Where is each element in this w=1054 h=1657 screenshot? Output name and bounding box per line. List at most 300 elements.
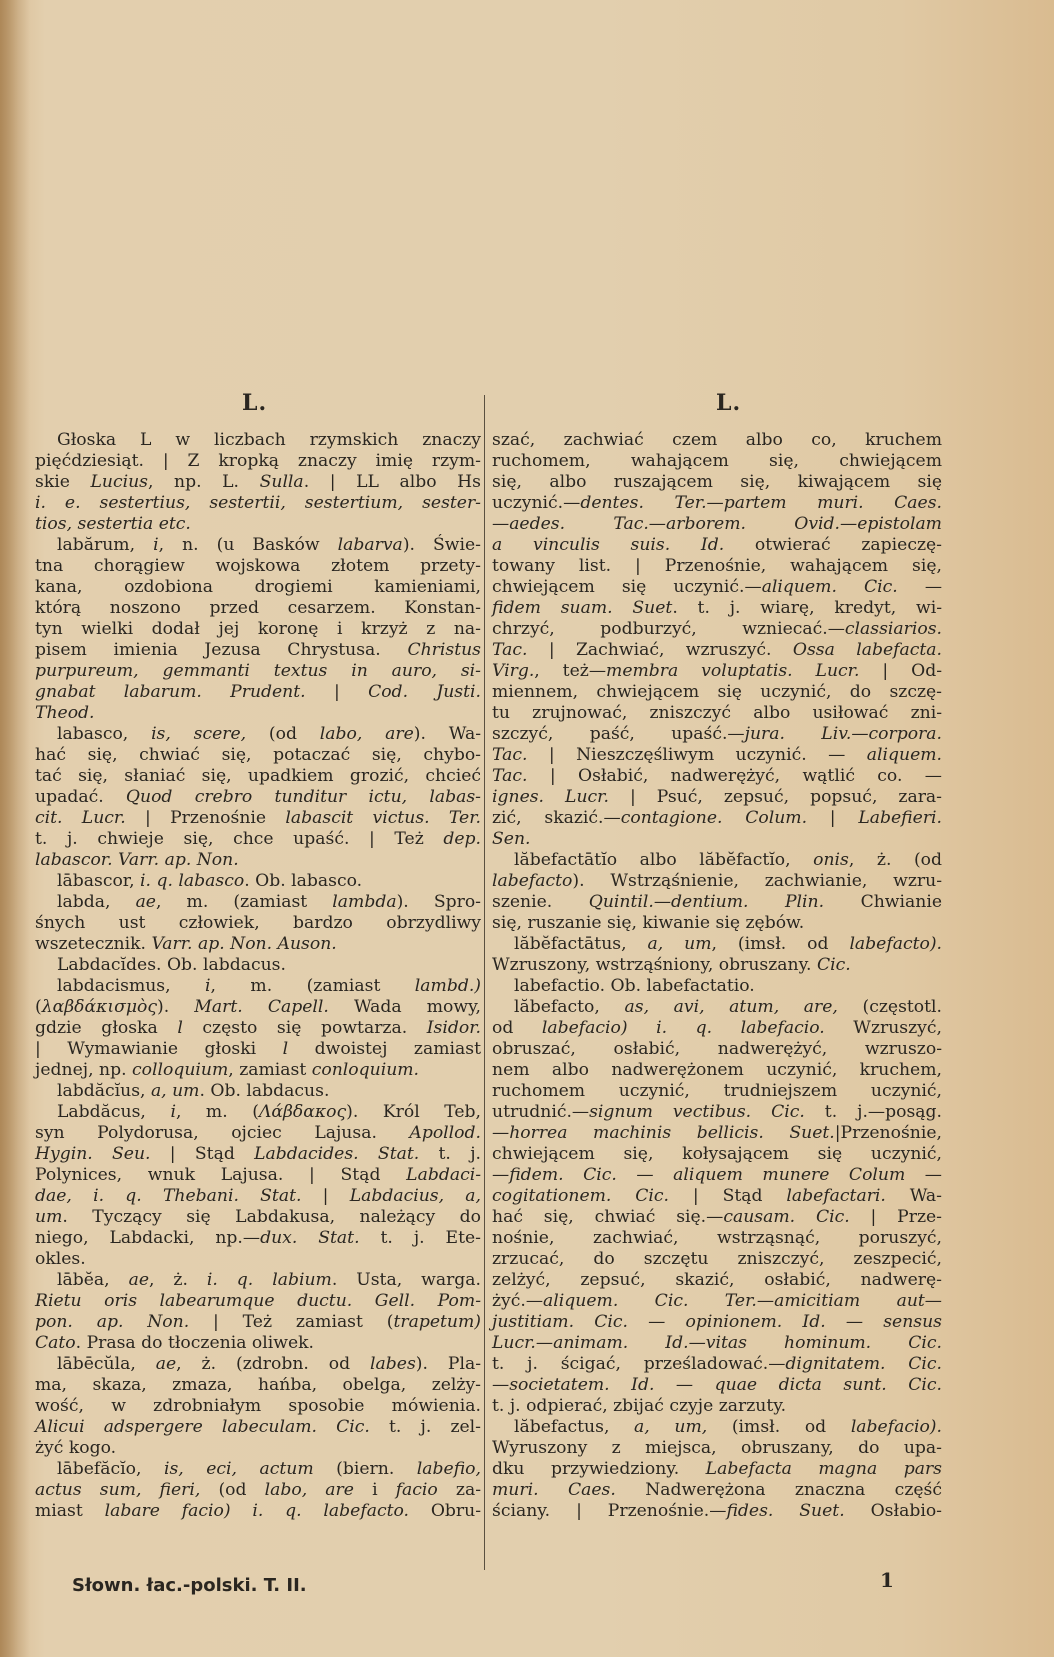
text-line: [35, 430, 481, 451]
text-line: [492, 1312, 942, 1333]
italic-run: i: [170, 1102, 176, 1122]
text-line: [492, 1480, 942, 1501]
text-run: , np. L.: [147, 472, 260, 492]
text-line: [492, 892, 942, 913]
text-run: (od: [246, 724, 320, 744]
text-run: labărum,: [57, 535, 154, 555]
text-line: [35, 913, 481, 934]
text-run: , m. (: [175, 1102, 259, 1122]
italic-run: Isidor.: [426, 1018, 482, 1038]
text-line: [35, 1018, 481, 1039]
text-run: tna chorągiew wojskowa złotem przety-: [35, 556, 481, 576]
text-run: | Od-: [859, 661, 943, 681]
text-line: [35, 1438, 481, 1459]
text-line: [492, 1249, 942, 1270]
text-line: [35, 1039, 481, 1060]
text-line: [35, 997, 481, 1018]
italic-run: dae, i. q. Thebani. Stat.: [35, 1186, 302, 1206]
text-line: [492, 1228, 942, 1249]
text-run: od: [492, 1018, 542, 1038]
italic-run: —societatem. Id. — quae dicta sunt. Cic.: [492, 1375, 942, 1395]
text-run: Obru-: [409, 1501, 482, 1521]
text-run: , ż. (od: [848, 850, 942, 870]
text-run: lābĕa,: [57, 1270, 129, 1290]
text-line: [492, 850, 942, 871]
text-run: często się powtarza.: [182, 1018, 427, 1038]
text-run: miennem, chwiejącem się uczynić, do szczę-: [492, 682, 942, 702]
text-run: (częstotl.: [837, 997, 943, 1017]
text-run: szać, zachwiać czem albo co, kruchem: [492, 430, 942, 450]
text-run: —: [897, 577, 943, 597]
text-run: | Stąd: [150, 1144, 255, 1164]
text-run: skie: [35, 472, 91, 492]
text-run: | Psuć, zepsuć, popsuć, zara-: [608, 787, 942, 807]
italic-run: gnabat labarum. Prudent.: [35, 682, 306, 702]
italic-run: justitiam. Cic. — opinionem. Id. — sensus: [492, 1312, 942, 1332]
text-line: [35, 703, 481, 724]
text-line: [35, 1459, 481, 1480]
italic-run: labefacio) i. q. labefacio.: [541, 1018, 825, 1038]
text-run: tu zrujnować, zniszczyć albo usiłować zni-: [492, 703, 942, 723]
italic-run: i: [153, 535, 159, 555]
italic-run: muri. Caes.: [492, 1480, 616, 1500]
italic-run: aliquem. Cic. Ter.—amicitiam aut—: [543, 1291, 942, 1311]
text-line: [492, 1438, 942, 1459]
text-run: | Też zamiast (: [189, 1312, 394, 1332]
text-line: [492, 514, 942, 535]
text-run: t. j. ścigać, prześladować.—: [492, 1354, 786, 1374]
text-line: [492, 1375, 942, 1396]
text-line: [35, 1207, 481, 1228]
italic-run: labefactari.: [786, 1186, 886, 1206]
italic-run: dep.: [443, 829, 481, 849]
italic-run: —aedes. Tac.—arborem. Ovid.—epistolam: [492, 514, 942, 534]
text-run: |: [301, 1186, 350, 1206]
italic-run: facio: [395, 1480, 438, 1500]
text-run: |: [807, 808, 859, 828]
text-run: pięćdziesiąt. | Z kropką znaczy imię rzym-: [35, 451, 481, 471]
text-run: lābefăcĭo,: [57, 1459, 164, 1479]
italic-run: ae: [135, 892, 156, 912]
italic-run: Mart. Capell.: [194, 997, 329, 1017]
text-run: | Zachwiać, wzruszyć.: [527, 640, 793, 660]
text-run: zelżyć, zepsuć, skazić, osłabić, nadwerę-: [492, 1270, 942, 1290]
italic-run: Sulla: [259, 472, 304, 492]
italic-run: Varr. ap. Non. Auson.: [151, 934, 337, 954]
text-line: [492, 955, 942, 976]
text-line: [35, 766, 481, 787]
italic-run: cogitationem. Cic.: [492, 1186, 670, 1206]
text-line: [492, 913, 942, 934]
text-line: [35, 514, 481, 535]
italic-run: aliquem. Cic.: [761, 577, 898, 597]
text-run: ). Król Teb,: [346, 1102, 482, 1122]
italic-run: Sen.: [492, 829, 531, 849]
italic-run: l: [282, 1039, 289, 1059]
italic-run: a, um: [647, 934, 712, 954]
text-run: labdăcĭus,: [57, 1081, 151, 1101]
text-run: Chwianie: [824, 892, 942, 912]
italic-run: um: [35, 1207, 63, 1227]
italic-run: is, scere,: [151, 724, 247, 744]
italic-run: Lucr.—animam. Id.—vitas hominum. Cic.: [492, 1333, 942, 1353]
text-run: , ż.: [149, 1270, 207, 1290]
text-run: dku przywiedziony.: [492, 1459, 706, 1479]
text-line: [35, 1123, 481, 1144]
text-run: i: [353, 1480, 396, 1500]
column-divider: [484, 395, 485, 1570]
italic-run: classiarios.: [844, 619, 942, 639]
text-run: się, ruszanie się, kiwanie się zębów.: [492, 913, 805, 933]
text-run: ściany. | Przenośnie.—: [492, 1501, 727, 1521]
italic-run: signum vectibus. Cic.: [589, 1102, 805, 1122]
text-line: [492, 1039, 942, 1060]
text-line: [492, 871, 942, 892]
text-run: | Nieszczęśliwym uczynić. —: [527, 745, 867, 765]
text-line: [35, 640, 481, 661]
text-line: [35, 1333, 481, 1354]
text-line: [35, 619, 481, 640]
italic-run: fides. Suet.: [726, 1501, 845, 1521]
text-run: lăbefacto,: [514, 997, 625, 1017]
text-run: , (imsł. od: [711, 934, 850, 954]
text-run: Labdăcus,: [57, 1102, 171, 1122]
italic-run: —fidem. Cic. — aliquem munere Colum —: [492, 1165, 942, 1185]
text-line: [492, 1081, 942, 1102]
italic-run: a, um,: [634, 1417, 708, 1437]
text-run: Wzruszony, wstrząśniony, obruszany.: [492, 955, 817, 975]
text-line: [492, 493, 942, 514]
text-line: [35, 934, 481, 955]
text-run: ruchomem, wahającem się, chwiejącem: [492, 451, 942, 471]
italic-run: Labdacius, a,: [349, 1186, 482, 1206]
text-run: hać się, chwiać się.—: [492, 1207, 724, 1227]
text-run: gdzie głoska: [35, 1018, 178, 1038]
text-run: miast: [35, 1501, 105, 1521]
italic-run: Labefacta magna pars: [705, 1459, 942, 1479]
text-line: [35, 1480, 481, 1501]
text-line: [492, 556, 942, 577]
page-edge-shadow: [0, 0, 30, 1657]
italic-run: l: [177, 1018, 183, 1038]
text-run: pisem imienia Jezusa Chrystusa.: [35, 640, 408, 660]
text-line: [35, 1417, 481, 1438]
text-line: [35, 661, 481, 682]
italic-run: Tac.: [492, 766, 528, 786]
italic-run: dignitatem. Cic.: [785, 1354, 942, 1374]
italic-run: i: [205, 976, 211, 996]
text-line: [35, 1270, 481, 1291]
text-run: szczyć, paść, upaść.—: [492, 724, 745, 744]
italic-run: onis: [813, 850, 849, 870]
text-run: . Ob. labasco.: [244, 871, 363, 891]
text-run: (biern.: [313, 1459, 417, 1479]
text-line: [492, 724, 942, 745]
italic-run: membra voluptatis. Lucr.: [606, 661, 860, 681]
text-line: [492, 1102, 942, 1123]
text-run: labda,: [57, 892, 136, 912]
text-run: Labdacĭdes. Ob. labdacus.: [57, 955, 286, 975]
text-run: t. j.: [419, 1144, 481, 1164]
text-line: [492, 1459, 942, 1480]
italic-run: labefacio).: [850, 1417, 942, 1437]
text-run: Wada mowy,: [328, 997, 481, 1017]
text-line: [492, 661, 942, 682]
text-line: [492, 745, 942, 766]
text-line: [492, 703, 942, 724]
text-line: [35, 808, 481, 829]
text-run: wość, w zdrobniałym sposobie mówienia.: [35, 1396, 481, 1416]
italic-run: Labefieri.: [858, 808, 942, 828]
text-line: [35, 451, 481, 472]
text-line: [35, 1249, 481, 1270]
text-line: [492, 1018, 942, 1039]
italic-run: fidem suam. Suet: [492, 598, 673, 618]
text-line: [492, 1396, 942, 1417]
text-line: [35, 1291, 481, 1312]
text-run: lābēcŭla,: [57, 1354, 156, 1374]
text-line: [35, 535, 481, 556]
text-line: [492, 1060, 942, 1081]
italic-run: labefacto: [492, 871, 573, 891]
text-run: , też—: [534, 661, 607, 681]
text-run: chrzyć, podburzyć, wzniecać.—: [492, 619, 845, 639]
text-run: . Tyczący się Labdakusa, należący do: [62, 1207, 481, 1227]
text-line: [492, 1207, 942, 1228]
text-run: | Osłabić, nadwerężyć, wątlić co. —: [527, 766, 942, 786]
italic-run: Cod. Justi.: [368, 682, 481, 702]
text-run: syn Polydorusa, ojciec Lajusa.: [35, 1123, 410, 1143]
text-run: ).: [157, 997, 195, 1017]
text-run: Polynices, wnuk Lajusa. | Stąd: [35, 1165, 407, 1185]
italic-run: i. q. labium: [206, 1270, 332, 1290]
italic-run: Tac.: [492, 745, 528, 765]
italic-run: causam. Cic.: [723, 1207, 850, 1227]
text-line: [35, 1186, 481, 1207]
italic-run: Lucius: [90, 472, 148, 492]
italic-run: i. e. sestertius, sestertii, sestertium, sester-: [35, 493, 481, 513]
italic-run: Labdaci-: [406, 1165, 481, 1185]
italic-run: Hygin. Seu.: [35, 1144, 151, 1164]
text-line: [492, 535, 942, 556]
italic-run: dux. Stat.: [260, 1228, 360, 1248]
text-line: [492, 1333, 942, 1354]
text-run: | Stąd: [669, 1186, 787, 1206]
text-line: [35, 1060, 481, 1081]
text-run: labefactio. Ob. labefactatio.: [514, 976, 755, 996]
text-line: [35, 1228, 481, 1249]
italic-run: labascit victus. Ter.: [285, 808, 481, 828]
text-run: tyn wielki dodał jej koronę i krzyż z na-: [35, 619, 481, 639]
text-run: , m. (zamiast: [155, 892, 333, 912]
italic-run: aliquem.: [866, 745, 942, 765]
text-line: [35, 1375, 481, 1396]
volume-signature: Słown. łac.-polski. T. II.: [72, 1575, 307, 1596]
italic-run: ae: [155, 1354, 177, 1374]
italic-run: a, um: [150, 1081, 200, 1101]
text-run: , ż. (zdrobn. od: [176, 1354, 371, 1374]
text-run: się, albo ruszającem się, kiwającem się: [492, 472, 942, 492]
text-run: t. j.—posąg.: [804, 1102, 942, 1122]
text-line: [35, 1081, 481, 1102]
text-run: tać się, słaniać się, upadkiem grozić, chcieć: [35, 766, 481, 786]
text-line: [492, 640, 942, 661]
text-line: [35, 1102, 481, 1123]
text-line: [492, 1165, 942, 1186]
italic-run: labes: [370, 1354, 416, 1374]
text-line: [492, 976, 942, 997]
italic-run: Apollod.: [409, 1123, 481, 1143]
italic-run: contagione. Colum.: [620, 808, 808, 828]
italic-run: a vinculis suis. Id.: [492, 535, 725, 555]
text-run: t. j. odpierać, zbijać czyje zarzuty.: [492, 1396, 787, 1416]
italic-run: lambda: [332, 892, 397, 912]
text-run: t. j. Ete-: [359, 1228, 481, 1248]
text-line: [492, 619, 942, 640]
text-line: [492, 997, 942, 1018]
text-run: towany list. | Przenośnie, wahającem się,: [492, 556, 942, 576]
text-run: |Przenośnie,: [834, 1123, 942, 1143]
right-column-lines: [492, 430, 942, 1522]
italic-run: Λάβδακος: [258, 1102, 347, 1122]
italic-run: labefio,: [416, 1459, 481, 1479]
text-line: [35, 892, 481, 913]
text-line: [35, 577, 481, 598]
text-run: chwiejącem się, kołysającem się uczynić,: [492, 1144, 942, 1164]
text-run: dwoistej zamiast: [288, 1039, 481, 1059]
text-line: [35, 829, 481, 850]
text-run: . Ob. labdacus.: [199, 1081, 330, 1101]
italic-run: i. q. labasco: [140, 871, 245, 891]
text-run: lăbefactus,: [514, 1417, 635, 1437]
text-line: [492, 1417, 942, 1438]
text-run: ). Wa-: [413, 724, 481, 744]
text-run: Wa-: [885, 1186, 942, 1206]
italic-run: Ossa labefacta.: [792, 640, 942, 660]
text-line: [35, 1312, 481, 1333]
italic-run: colloquium: [132, 1060, 229, 1080]
text-line: [492, 1123, 942, 1144]
text-line: [492, 598, 942, 619]
italic-run: Labdacides. Stat.: [254, 1144, 420, 1164]
text-run: zić, skazić.—: [492, 808, 621, 828]
text-line: [35, 1354, 481, 1375]
italic-run: purpureum, gemmanti textus in auro, si-: [35, 661, 481, 681]
text-line: [492, 430, 942, 451]
text-run: . Prasa do tłoczenia oliwek.: [75, 1333, 315, 1353]
text-run: żyć.—: [492, 1291, 544, 1311]
text-run: . t. j. wiarę, kredyt, wi-: [672, 598, 943, 618]
text-run: obruszać, osłabić, nadwerężyć, wzruszo-: [492, 1039, 942, 1059]
text-line: [35, 598, 481, 619]
text-run: |: [305, 682, 369, 702]
text-line: [492, 451, 942, 472]
text-run: nośnie, zachwiać, wstrząsnąć, poruszyć,: [492, 1228, 942, 1248]
text-run: lābascor,: [57, 871, 141, 891]
text-line: [35, 787, 481, 808]
italic-run: is, eci, actum: [163, 1459, 314, 1479]
text-line: [492, 787, 942, 808]
text-run: za-: [437, 1480, 482, 1500]
text-line: [492, 1354, 942, 1375]
text-run: żyć kogo.: [35, 1438, 117, 1458]
text-run: lăbĕfactātus,: [514, 934, 648, 954]
text-line: [35, 976, 481, 997]
italic-run: λαβδάκισμὸς: [41, 997, 157, 1017]
left-column-header-letter: L.: [242, 390, 268, 416]
text-run: zrzucać, do szczętu zniszczyć, zeszpecić,: [492, 1249, 942, 1269]
italic-run: labo, are: [319, 724, 414, 744]
text-line: [35, 724, 481, 745]
text-line: [35, 871, 481, 892]
text-run: otwierać zapieczę-: [724, 535, 942, 555]
text-run: którą noszono przed cesarzem. Konstan-: [35, 598, 481, 618]
text-run: śnych ust człowiek, bardzo obrzydliwy: [35, 913, 481, 933]
text-run: . Usta, warga.: [331, 1270, 481, 1290]
italic-run: Theod.: [35, 703, 95, 723]
italic-run: conloquium.: [311, 1060, 420, 1080]
text-line: [35, 682, 481, 703]
text-line: [492, 1501, 942, 1522]
text-line: [35, 1144, 481, 1165]
page-number: 1: [880, 1568, 894, 1592]
italic-run: pon. ap. Non.: [35, 1312, 190, 1332]
text-run: ma, skaza, zmaza, hańba, obelga, zelży-: [35, 1375, 481, 1395]
text-run: kana, ozdobiona drogiemi kamieniami,: [35, 577, 481, 597]
text-run: utrudnić.—: [492, 1102, 590, 1122]
text-line: [35, 1501, 481, 1522]
text-run: t. j. chwieje się, chce upaść. | Też: [35, 829, 444, 849]
text-run: lăbefactātĭo albo lăbĕfactĭo,: [514, 850, 814, 870]
italic-run: Virg.: [492, 661, 535, 681]
italic-run: actus sum, fieri,: [35, 1480, 201, 1500]
italic-run: Tac.: [492, 640, 528, 660]
italic-run: cit. Lucr.: [35, 808, 126, 828]
italic-run: ignes. Lucr.: [492, 787, 609, 807]
right-column-header-letter: L.: [716, 390, 742, 416]
text-run: | Prze-: [849, 1207, 942, 1227]
text-run: (od: [200, 1480, 265, 1500]
text-line: [492, 577, 942, 598]
italic-run: trapetum): [393, 1312, 481, 1332]
text-run: Nadwerężona znaczna część: [615, 1480, 942, 1500]
text-run: , n. (u Basków: [158, 535, 338, 555]
text-run: okles.: [35, 1249, 86, 1269]
text-run: hać się, chwiać się, potaczać się, chybo-: [35, 745, 481, 765]
italic-run: dentes. Ter.—partem muri. Caes.: [580, 493, 942, 513]
text-run: wszetecznik.: [35, 934, 152, 954]
text-line: [492, 1144, 942, 1165]
text-run: , m. (zamiast: [210, 976, 415, 996]
text-line: [492, 766, 942, 787]
italic-run: —horrea machinis bellicis. Suet.: [492, 1123, 835, 1143]
text-run: (: [35, 997, 42, 1017]
italic-run: lambd.): [414, 976, 481, 996]
text-line: [492, 1270, 942, 1291]
text-run: labasco,: [57, 724, 152, 744]
text-run: ). Wstrząśnienie, zachwianie, wzru-: [572, 871, 942, 891]
text-line: [35, 493, 481, 514]
text-run: nem albo nadwerężonem uczynić, kruchem,: [492, 1060, 942, 1080]
italic-run: Cato: [35, 1333, 76, 1353]
text-run: ruchomem uczynić, trudniejszem uczynić,: [492, 1081, 942, 1101]
text-line: [492, 1291, 942, 1312]
text-line: [492, 934, 942, 955]
italic-run: Christus: [407, 640, 481, 660]
italic-run: Quod crebro tunditur ictu, labas-: [125, 787, 481, 807]
text-line: [35, 1165, 481, 1186]
italic-run: Cic.: [816, 955, 851, 975]
